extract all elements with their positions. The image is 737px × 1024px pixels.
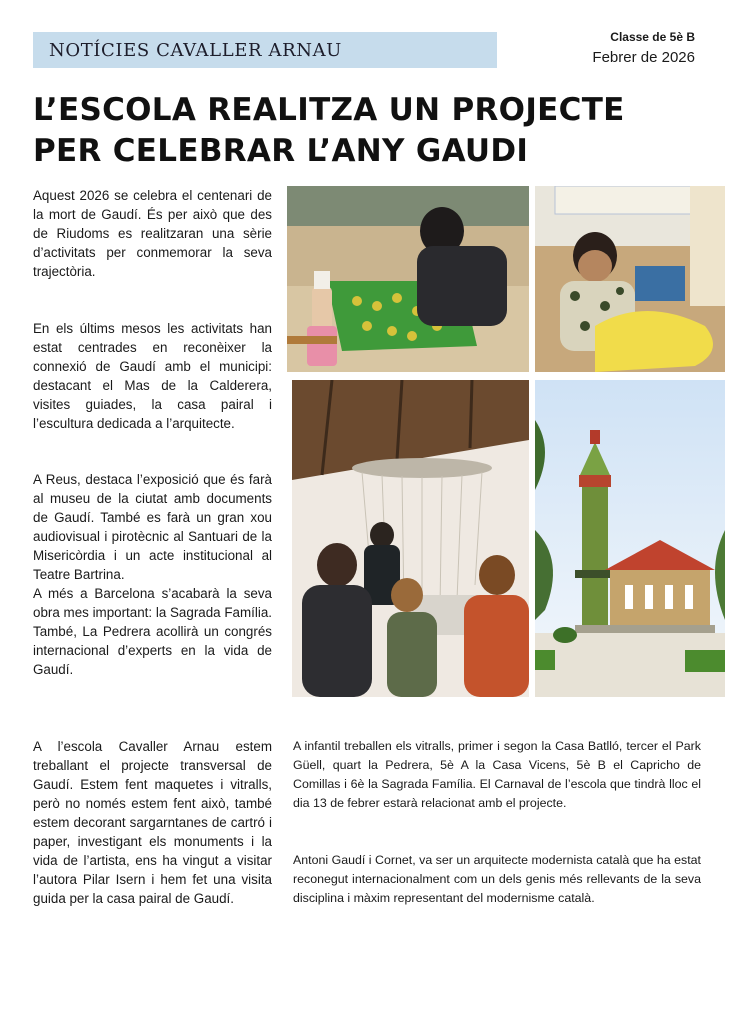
article-paragraph bbox=[33, 470, 272, 679]
article-paragraph: En els últims mesos les activitats han estat centrades en reconèixer la connexió de Gaudí amb el municipi: destacant el Mas de la Calderera, visites guiades, la casa pairal i l’escultura dedicada a l’arquitecte. bbox=[33, 321, 272, 431]
newspaper-title: NOTÍCIES CAVALLER ARNAU bbox=[49, 40, 342, 61]
article-paragraph: A l’escola Cavaller Arnau estem treballant el projecte transversal de Gaudí. Estem fent maquetes i vitralls, però no només estem fent això, també estem decorant sargarntanes de cartró i paper, investigant els monuments i la vida de l’artista, ens ha vingut a visitar l’autora Pilar Isern i hem fet una visita guida per la casa pairal de Gaudí. bbox=[33, 739, 272, 906]
masthead bbox=[33, 32, 497, 68]
paragraph-barcelona: A més a Barcelona s’acabarà la seva obra mes important: la Sagrada Família. També, La Pedrera acollirà un congrés internacional d’experts en la vida de Gaudí. bbox=[33, 586, 272, 677]
students-painting-photo bbox=[287, 186, 529, 372]
capricho-de-comillas-photo bbox=[535, 380, 725, 697]
museum-visit-photo bbox=[292, 380, 529, 697]
boy-crafting-photo bbox=[535, 186, 725, 372]
article-paragraph: Aquest 2026 se celebra el centenari de la mort de Gaudí. És per això que des de Riudoms es realitzaran una sèrie d’activitats per conmemorar la seva trajectòria. bbox=[33, 188, 272, 279]
class-label: Classe de 5è B bbox=[610, 30, 695, 44]
issue-date: Febrer de 2026 bbox=[592, 49, 695, 66]
article-paragraph: Antoni Gaudí i Cornet, va ser un arquitecte modernista català que ha estat reconegut internacionalment com un dels genis més rellevants de la seva disciplina i màxim representant del modernisme català. bbox=[293, 853, 701, 905]
article-paragraph: A infantil treballen els vitralls, primer i segon la Casa Batlló, tercer el Park Güell, quart la Pedrera, 5è A la Casa Vicens, 5è B el Capricho de Comillas i 6è la Sagrada Família. El Carnaval de l’escola que tindrà lloc el dia 13 de febrer estarà relacionat amb el projecte. bbox=[293, 739, 701, 810]
headline-line-2: PER CELEBRAR L’ANY GAUDI bbox=[33, 133, 529, 169]
paragraph-reus: A Reus, destaca l’exposició que és farà al museu de la ciutat amb documents de Gaudí. També es farà un gran xou audiovisual i pirotècnic al Santuari de la Misericòrdia i un acte institucional al Teatre Bartrina. bbox=[33, 472, 272, 582]
headline-line-1: L’ESCOLA REALITZA UN PROJECTE bbox=[33, 92, 625, 128]
article-headline bbox=[33, 90, 693, 172]
